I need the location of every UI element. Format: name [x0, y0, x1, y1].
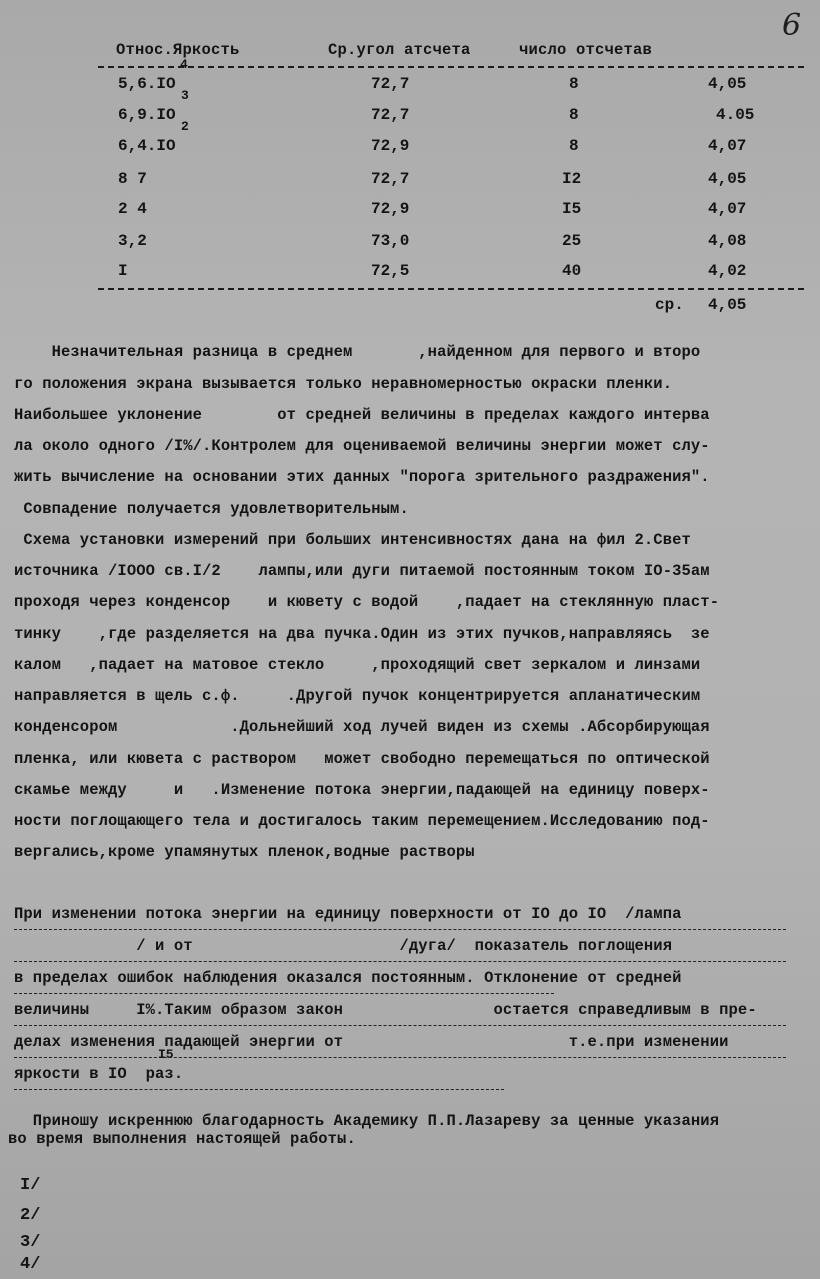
conclusion-line: При изменении потока энергии на единицу поверхности от IO до IO /лампа — [14, 905, 682, 923]
table-cell: 73,0 — [371, 232, 410, 250]
underline — [14, 929, 786, 930]
table-cell: 2 4 — [118, 200, 147, 218]
table-cell: 72,5 — [371, 262, 410, 280]
conclusion-line: делах изменения падающей энергии от т.е.при изменении — [14, 1033, 729, 1051]
table-exponent: 3 — [181, 88, 189, 103]
table-cell: 72,9 — [371, 200, 410, 218]
table-bottom-rule — [98, 288, 804, 290]
table-cell: 5,6.IO — [118, 75, 176, 93]
text-line: направляется в щель с.ф. .Другой пучок концентрируется апланатическим — [14, 687, 701, 705]
table-cell: 8 — [569, 106, 579, 124]
text-line: Схема установки измерений при больших интенсивностях дана на фил 2.Свет — [14, 531, 691, 549]
table-cell: 8 7 — [118, 170, 147, 188]
table-cell: I5 — [562, 200, 582, 218]
text-line: го положения экрана вызывается только неравномерностью окраски пленки. — [14, 375, 673, 393]
table-header-brightness: Относ.Яркость — [116, 41, 240, 59]
table-cell: 72,7 — [371, 170, 410, 188]
table-header-angle: Ср.угол атсчета — [328, 41, 471, 59]
table-header-rule — [98, 66, 804, 68]
table-cell: 4,08 — [708, 232, 747, 250]
table-cell: 72,7 — [371, 106, 410, 124]
table-average-value: 4,05 — [708, 296, 747, 314]
acknowledgement-line: во время выполнения настоящей работы. — [8, 1130, 356, 1148]
text-line: проходя через конденсор и кювету с водой ,падает на стеклянную пласт- — [14, 593, 720, 611]
conclusion-line: / и от /дуга/ показатель поглощения — [14, 937, 673, 955]
text-line: Незначительная разница в среднем ,найденном для первого и второ — [14, 343, 701, 361]
footnote-marker: I/ — [20, 1176, 41, 1195]
underline — [14, 1057, 786, 1058]
footnote-marker: 4/ — [20, 1255, 41, 1274]
text-line: жить вычисление на основании этих данных "порога зрительного раздражения". — [14, 468, 710, 486]
underline — [14, 961, 786, 962]
conclusion-line: яркости в IO раз. — [14, 1065, 184, 1083]
table-cell: 4,02 — [708, 262, 747, 280]
text-line: ла около одного /I%/.Контролем для оцениваемой величины энергии может слу- — [14, 437, 710, 455]
table-exponent: 2 — [181, 119, 189, 134]
text-line: тинку ,где разделяется на два пучка.Один из этих пучков,направляясь зе — [14, 625, 710, 643]
table-cell: 25 — [562, 232, 582, 250]
text-line: калом ,падает на матовое стекло ,проходящий свет зеркалом и линзами — [14, 656, 701, 674]
table-cell: 8 — [569, 75, 579, 93]
text-line: ности поглощающего тела и достигалось таким перемещением.Исследованию под- — [14, 812, 710, 830]
table-average-label: ср. — [655, 296, 684, 314]
table-cell: 72,7 — [371, 75, 410, 93]
table-cell: 3,2 — [118, 232, 147, 250]
table-cell: 6,4.IO — [118, 137, 176, 155]
table-cell: 6,9.IO — [118, 106, 176, 124]
table-header-count: число отсчетав — [519, 41, 653, 59]
table-cell: 4.05 — [716, 106, 755, 124]
footnote-marker: 3/ — [20, 1233, 41, 1252]
table-cell: 4,05 — [708, 170, 747, 188]
table-cell: 4,07 — [708, 200, 747, 218]
table-cell: 8 — [569, 137, 579, 155]
underline — [14, 1089, 504, 1090]
conclusion-line: величины I%.Таким образом закон остается справедливым в пре- — [14, 1001, 757, 1019]
text-line: Совпадение получается удовлетворительным. — [14, 500, 409, 518]
conclusion-superscript: I5 — [158, 1047, 174, 1062]
underline — [14, 1025, 786, 1026]
underline — [14, 993, 554, 994]
table-cell: 40 — [562, 262, 582, 280]
text-line: скамье между и .Изменение потока энергии,падающей на единицу поверх- — [14, 781, 710, 799]
table-exponent: 4 — [180, 57, 188, 72]
text-line: пленка, или кювета с раствором может свободно перемещаться по оптической — [14, 750, 710, 768]
acknowledgement-line: Приношу искреннюю благодарность Академику П.П.Лазареву за ценные указания — [14, 1112, 720, 1130]
text-line: Наибольшее уклонение от средней величины в пределах каждого интерва — [14, 406, 710, 424]
text-line: источника /IOOO св.I/2 лампы,или дуги питаемой постоянным током IO-35ам — [14, 562, 710, 580]
table-cell: 4,05 — [708, 75, 747, 93]
text-line: конденсором .Дольнейший ход лучей виден из схемы .Абсорбирующая — [14, 718, 710, 736]
page-number: 6 — [782, 8, 802, 43]
table-cell: I2 — [562, 170, 582, 188]
table-cell: 4,07 — [708, 137, 747, 155]
text-line: вергались,кроме упамянутых пленок,водные растворы — [14, 843, 475, 861]
table-cell: 72,9 — [371, 137, 410, 155]
table-cell: I — [118, 262, 128, 280]
conclusion-line: в пределах ошибок наблюдения оказался постоянным. Отклонение от средней — [14, 969, 682, 987]
footnote-marker: 2/ — [20, 1206, 41, 1225]
